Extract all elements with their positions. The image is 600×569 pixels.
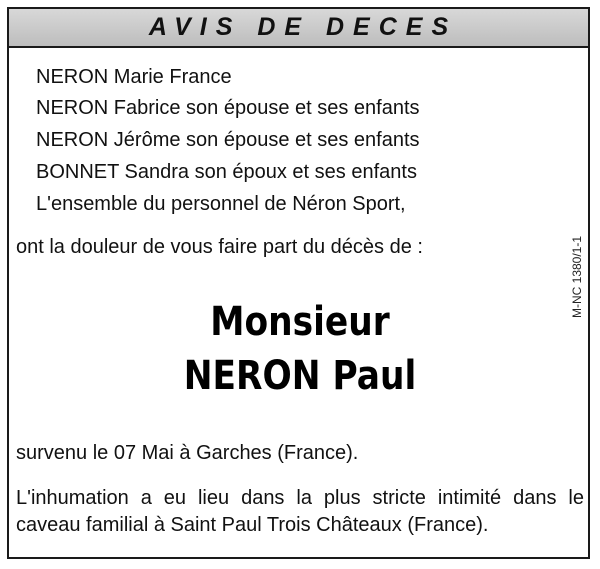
death-details: survenu le 07 Mai à Garches (France). [16,442,359,464]
family-line: L'ensemble du personnel de Néron Sport, [36,193,406,215]
notice-header [9,9,588,48]
deceased-title: Monsieur [210,299,390,345]
announcement-text: ont la douleur de vous faire part du décès de : [16,236,423,258]
notice-frame [7,7,590,559]
family-line: BONNET Sandra son époux et ses enfants [36,161,417,183]
deceased-name: NERON Paul [183,353,417,399]
family-line: NERON Fabrice son épouse et ses enfants [36,97,420,119]
family-line: NERON Marie France [36,66,232,88]
reference-code: M-NC 1380/1-1 [570,235,584,318]
burial-details: L'inhumation a eu lieu dans la plus stricte intimité dans le caveau familial à Saint Paul Trois Châteaux (France). [16,487,584,536]
family-line: NERON Jérôme son épouse et ses enfants [36,129,420,151]
notice-title: AVIS DE DECES [148,13,458,41]
